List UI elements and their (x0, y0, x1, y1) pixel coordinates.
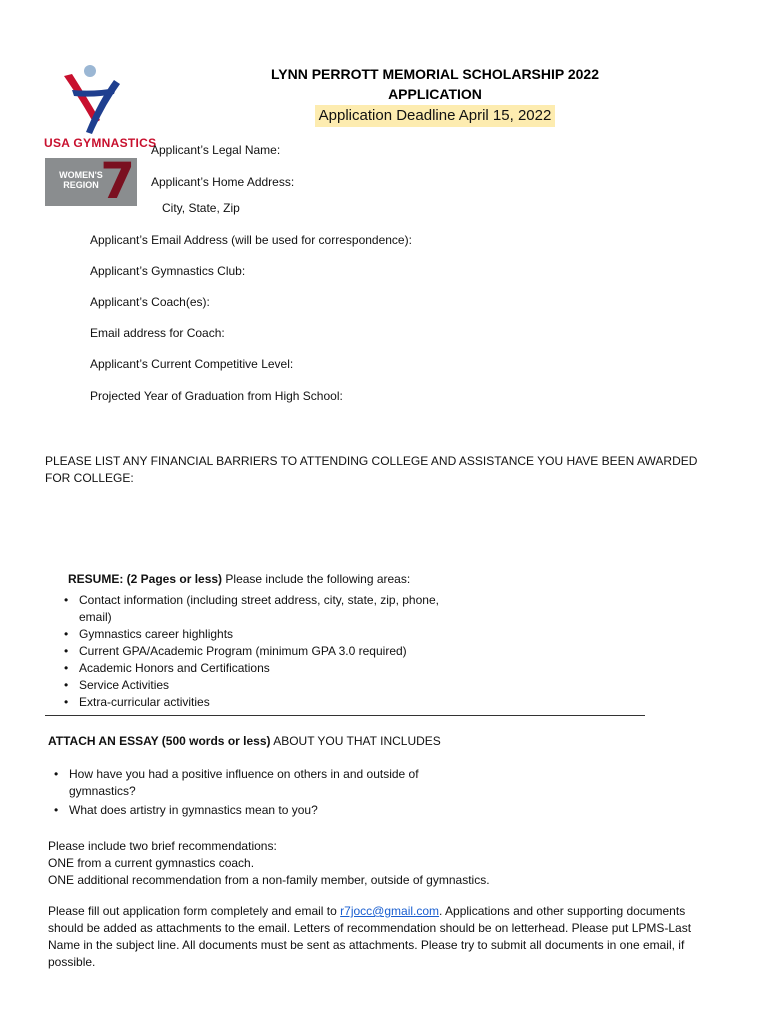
region-number: 7 (100, 152, 135, 210)
resume-list (54, 592, 474, 711)
scholarship-title: LYNN PERROTT MEMORIAL SCHOLARSHIP 2022 (270, 66, 600, 82)
recommendation-nonfamily: ONE additional recommendation from a non-family member, outside of gymnastics. (48, 873, 490, 887)
coach-email-label: Email address for Coach: (90, 326, 225, 340)
deadline-highlight: Application Deadline April 15, 2022 (315, 105, 556, 127)
submission-instructions (48, 903, 713, 971)
legal-name-label: Applicant’s Legal Name: (151, 143, 281, 157)
recommendation-coach: ONE from a current gymnastics coach. (48, 856, 255, 870)
resume-heading-rest: Please include the following areas: (222, 572, 411, 586)
list-item: • How have you had a positive influence on others in and outside of gymnastics? (44, 766, 454, 800)
essay-heading-bold: ATTACH AN ESSAY (500 words or less) (48, 734, 271, 748)
essay-list (44, 766, 454, 819)
recommendations-block (48, 838, 728, 889)
womens-region-7-logo (45, 152, 137, 210)
competitive-level-label: Applicant’s Current Competitive Level: (90, 357, 294, 371)
section-divider (45, 715, 645, 716)
list-item: • Gymnastics career highlights (54, 626, 474, 643)
instructions-part2: . Applications and other supporting documents should be added as attachments to the email. Letters of recommendation should be on letterhead. Please put LPMS-Last Name in the subject line. All documents must be sent as attachments. Please try to submit all documents in one email, if possible. (48, 904, 692, 969)
region-words: WOMEN'S REGION (59, 170, 103, 190)
home-address-label: Applicant’s Home Address: (151, 175, 295, 189)
instructions-part1: Please fill out application form completely and email to (48, 904, 341, 918)
essay-heading-rest: ABOUT YOU THAT INCLUDES (270, 734, 441, 748)
essay-heading (48, 734, 441, 748)
financial-barriers-prompt: PLEASE LIST ANY FINANCIAL BARRIERS TO ATTENDING COLLEGE AND ASSISTANCE YOU HAVE BEEN AWARDED FOR COLLEGE: (45, 454, 698, 485)
title-block (250, 64, 620, 127)
email-label: Applicant’s Email Address (will be used for correspondence): (90, 233, 412, 247)
list-item: • Current GPA/Academic Program (minimum GPA 3.0 required) (54, 643, 474, 660)
recommendations-intro: Please include two brief recommendations: (48, 839, 277, 853)
resume-heading-bold: RESUME: (2 Pages or less) (68, 572, 223, 586)
submission-email-link[interactable]: r7jocc@gmail.com (340, 904, 440, 918)
usa-gymnastics-wordmark: USA GYMNASTICS (44, 136, 157, 150)
list-item: • What does artistry in gymnastics mean to you? (44, 802, 454, 819)
city-state-zip-label: City, State, Zip (162, 201, 240, 215)
coaches-label: Applicant’s Coach(es): (90, 295, 210, 309)
list-item: • Extra-curricular activities (54, 694, 474, 711)
club-label: Applicant’s Gymnastics Club: (90, 264, 246, 278)
list-item: • Service Activities (54, 677, 474, 694)
list-item: • Contact information (including street address, city, state, zip, phone, email) (54, 592, 474, 626)
list-item: • Academic Honors and Certifications (54, 660, 474, 677)
resume-heading (68, 572, 410, 586)
graduation-year-label: Projected Year of Graduation from High School: (90, 389, 343, 403)
application-subtitle: APPLICATION (388, 86, 482, 102)
